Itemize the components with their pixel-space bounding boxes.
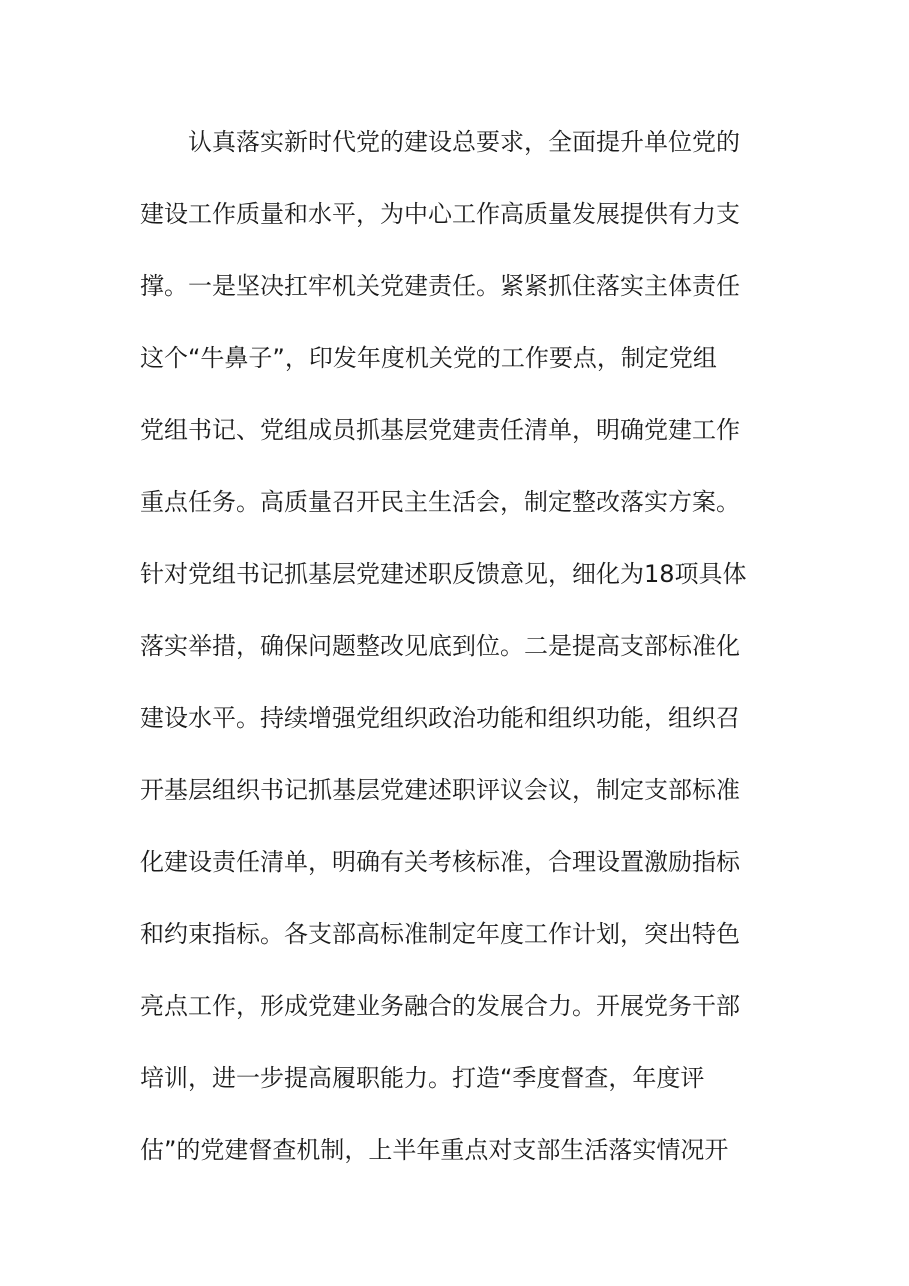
paragraph-line: 针对党组书记抓基层党建述职反馈意见，细化为18项具体 [140, 560, 747, 588]
paragraph-line: 和约束指标。各支部高标准制定年度工作计划，突出特色 [140, 920, 740, 948]
document-body [140, 120, 780, 1200]
paragraph-line: 建设水平。持续增强党组织政治功能和组织功能，组织召 [140, 704, 740, 732]
paragraph-line: 撑。一是坚决扛牢机关党建责任。紧紧抓住落实主体责任 [140, 272, 740, 300]
paragraph-line: 培训，进一步提高履职能力。打造“季度督查，年度评 [140, 1064, 705, 1092]
paragraph-line: 估”的党建督查机制，上半年重点对支部生活落实情况开 [140, 1136, 729, 1164]
paragraph-line: 开基层组织书记抓基层党建述职评议会议，制定支部标准 [140, 776, 740, 804]
paragraph-line: 认真落实新时代党的建设总要求，全面提升单位党的 [188, 128, 740, 156]
paragraph-line: 亮点工作，形成党建业务融合的发展合力。开展党务干部 [140, 992, 740, 1020]
paragraph-line: 重点任务。高质量召开民主生活会，制定整改落实方案。 [140, 488, 740, 516]
paragraph-line: 化建设责任清单，明确有关考核标准，合理设置激励指标 [140, 848, 740, 876]
paragraph-line: 党组书记、党组成员抓基层党建责任清单，明确党建工作 [140, 416, 740, 444]
paragraph-line: 这个“牛鼻子”，印发年度机关党的工作要点，制定党组 [140, 344, 717, 372]
paragraph-line: 建设工作质量和水平，为中心工作高质量发展提供有力支 [140, 200, 740, 228]
paragraph-line: 落实举措，确保问题整改见底到位。二是提高支部标准化 [140, 632, 740, 660]
